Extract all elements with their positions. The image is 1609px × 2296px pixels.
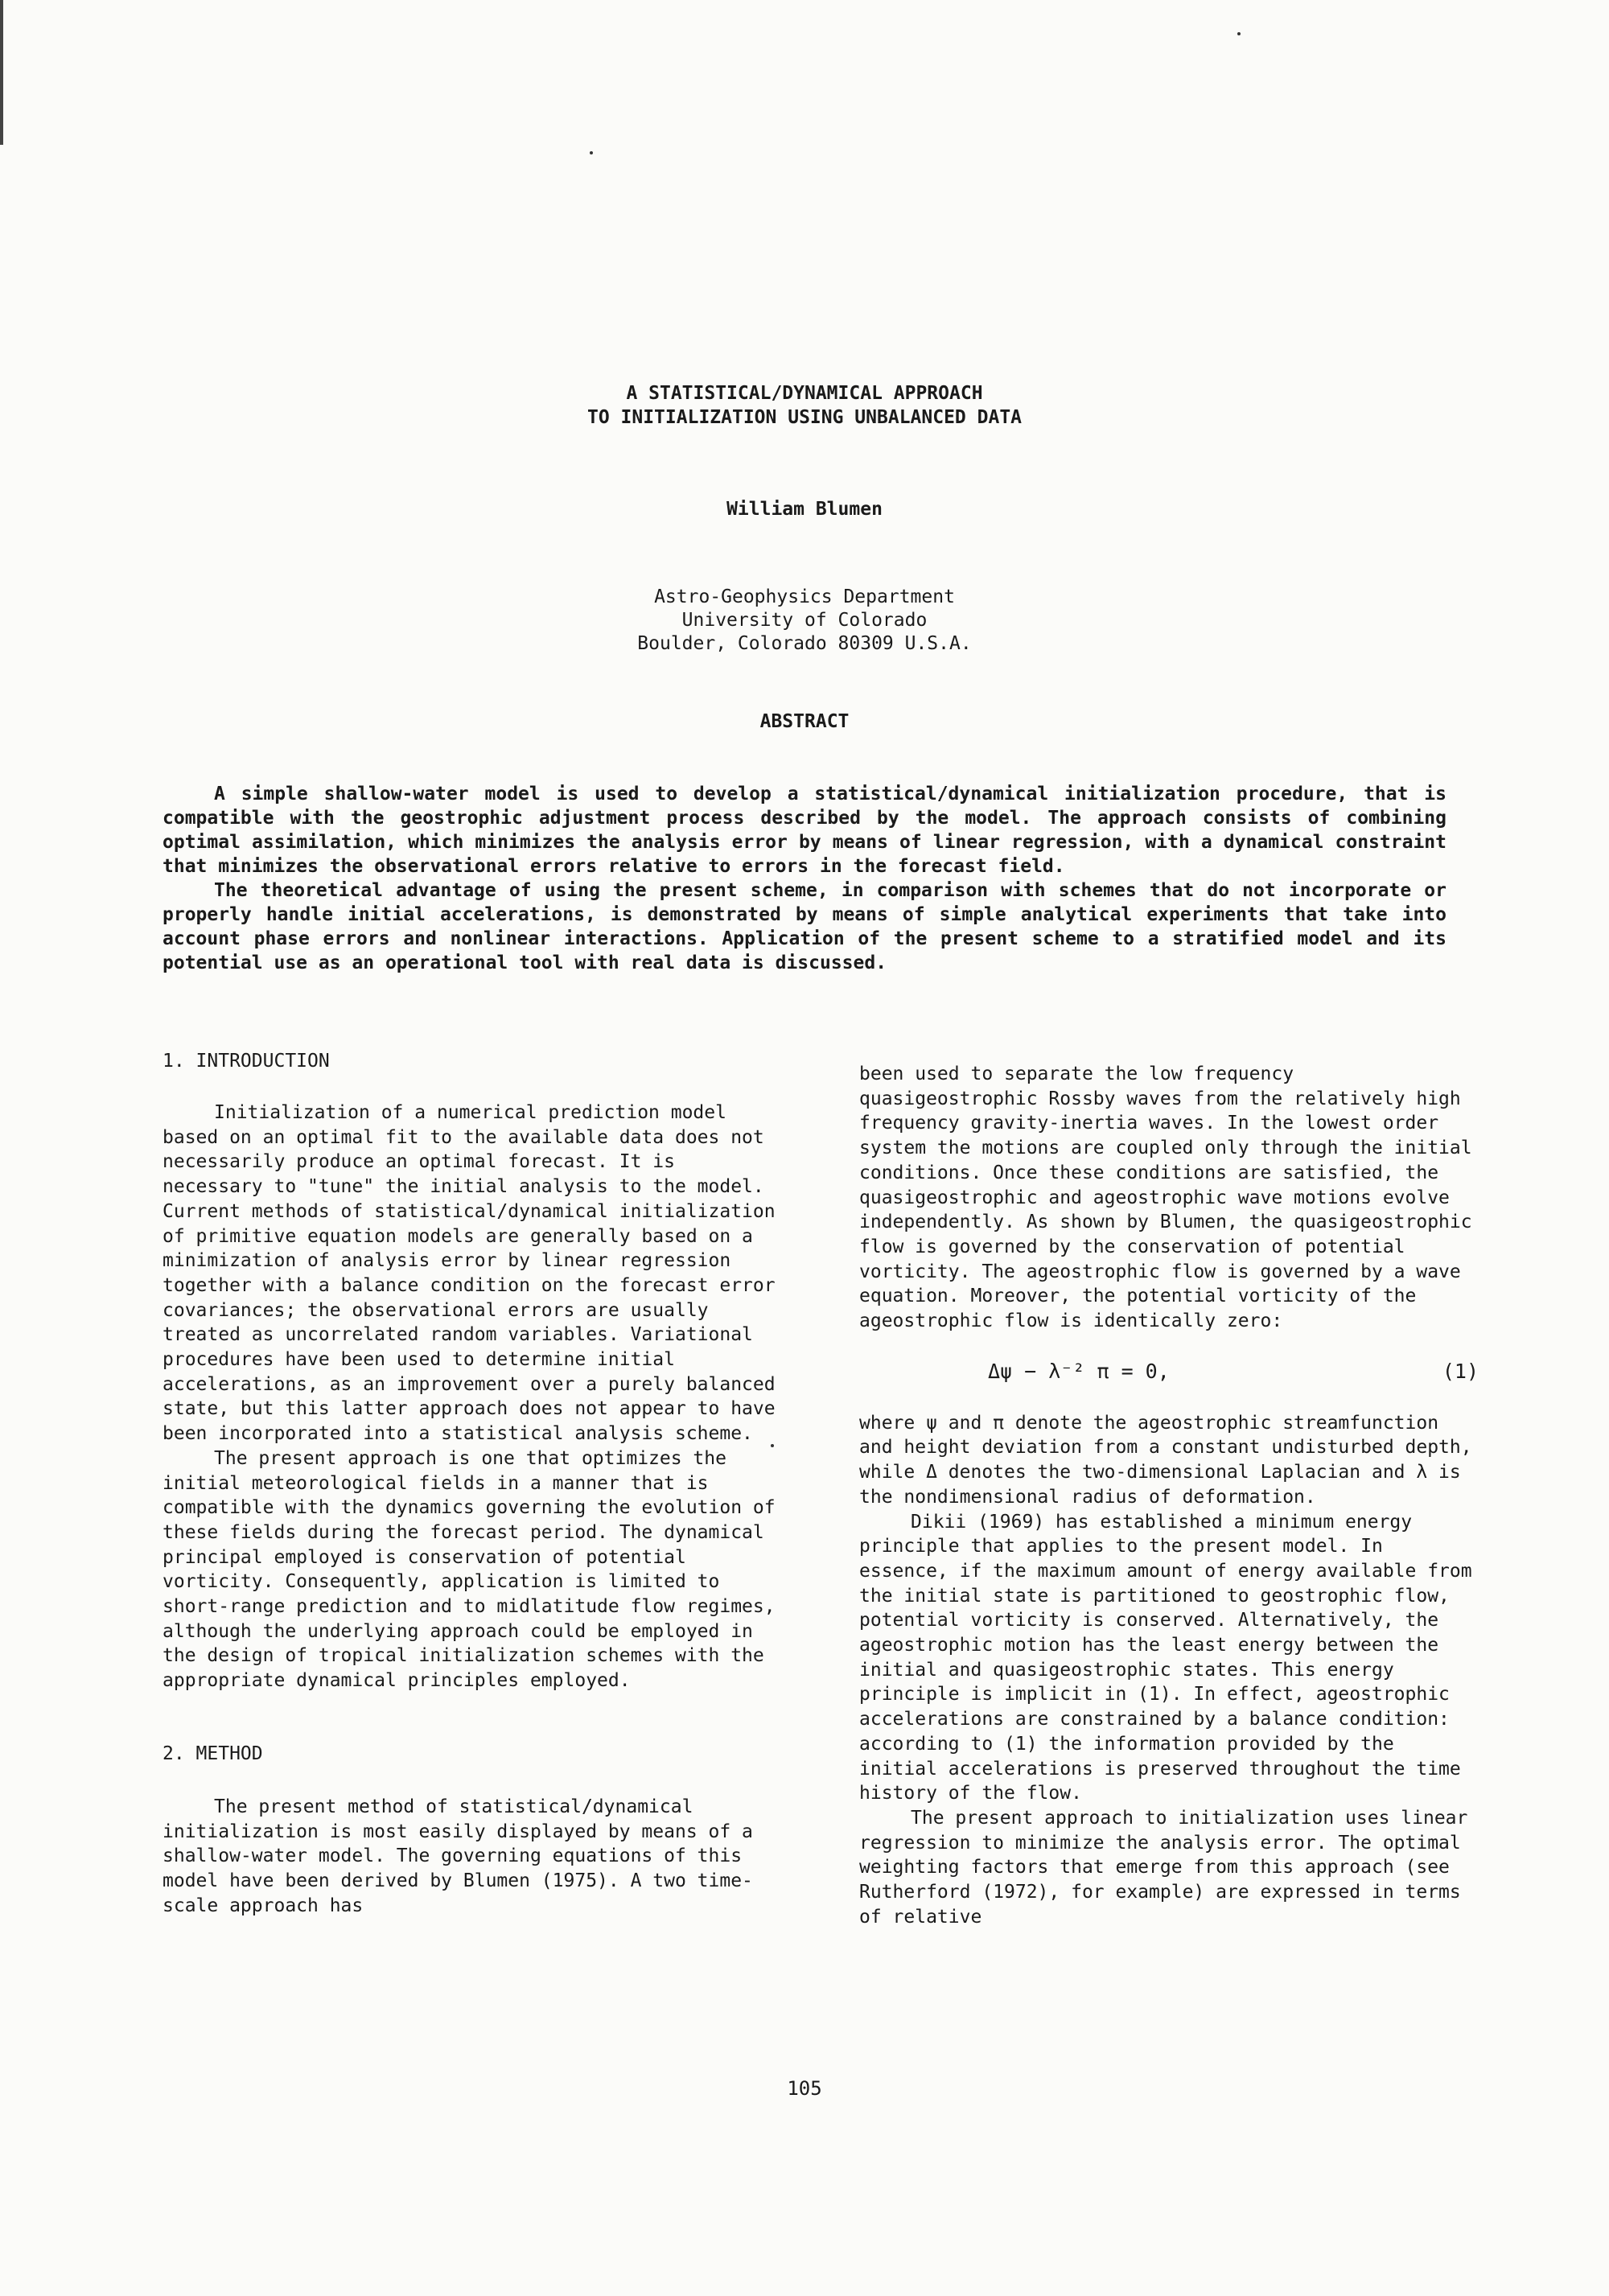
affiliation-line-3: Boulder, Colorado 80309 U.S.A. [637, 633, 972, 654]
abstract-paragraph: A simple shallow-water model is used to develop a statistical/dynamical initialization procedure, that is compatible with the geostrophic adjustment process described by the model. The approach consists of combining optimal assimilation, which minimizes the analysis error by means of linear regression, with a dynamical constraint that minimizes the observational errors relative to errors in the forecast field. [163, 784, 1446, 877]
scan-speck [1237, 32, 1241, 35]
left-column [163, 1049, 782, 1918]
scan-edge-mark [0, 0, 3, 145]
scan-speck [590, 151, 593, 154]
affiliation-line-1: Astro-Geophysics Department [654, 586, 955, 607]
body-paragraph: where ψ and π denote the ageostrophic streamfunction and height deviation from a constant undisturbed depth, while Δ denotes the two-dimensional Laplacian and λ is the nondimensional radius of deformation. [859, 1412, 1472, 1508]
paper-title [0, 381, 1609, 430]
affiliation [0, 586, 1609, 656]
section-heading-introduction: 1. INTRODUCTION [163, 1051, 330, 1072]
title-line-2: TO INITIALIZATION USING UNBALANCED DATA [586, 407, 1023, 428]
affiliation-line-2: University of Colorado [681, 610, 928, 631]
abstract-paragraph: The theoretical advantage of using the present scheme, in comparison with schemes that do not incorporate or properly handle initial accelerations, is demonstrated by means of simple analytical experiments that take into account phase errors and nonlinear interactions. Application of the present scheme to a stratified model and its potential use as an operational tool with real data is discussed. [163, 880, 1446, 973]
body-paragraph: The present approach to initialization uses linear regression to minimize the analysis error. The optimal weighting factors that emerge from this approach (see Rutherford (1972), for example) are expressed in terms of relative [859, 1807, 1468, 1928]
page-number: 105 [787, 2077, 822, 2100]
abstract-heading: ABSTRACT [759, 711, 850, 732]
body-paragraph: been used to separate the low frequency quasigeostrophic Rossby waves from the relatively high frequency gravity-inertia waves. In the lowest order system the motions are coupled only through the initial conditions. Once these conditions are satisfied, the quasigeostrophic and ageostrophic wave motions evolve independently. As shown by Blumen, the quasigeostrophic flow is governed by the conservation of potential vorticity. The ageostrophic flow is governed by a wave equation. Moreover, the potential vorticity of the ageostrophic flow is identically zero: [859, 1064, 1472, 1332]
equation: Δψ − λ⁻² π = 0, [988, 1359, 1170, 1383]
body-paragraph: The present approach is one that optimizes the initial meteorological fields in a manner that is compatible with the dynamics governing the evolution of these fields during the forecast period. The dynamical principal employed is conservation of potential vorticity. Consequently, application is limited to short-range prediction and to midlatitude flow regimes, although the underlying approach could be employed in the design of tropical initialization schemes with the appropriate dynamical principles employed. [163, 1447, 776, 1692]
body-paragraph: The present method of statistical/dynamical initialization is most easily displayed by means of a shallow-water model. The governing equations of this model have been derived by Blumen (1975). A two time-scale approach has [163, 1796, 753, 1916]
body-paragraph: Initialization of a numerical prediction model based on an optimal fit to the available data does not necessarily produce an optimal forecast. It is necessary to "tune" the initial analysis to the model. Current methods of statistical/dynamical initialization of primitive equation models are generally based on a minimization of analysis error by linear regression together with a balance condition on the forecast error covariances; the observational errors are usually treated as uncorrelated random variables. Variational procedures have been used to determine initial accelerations, as an improvement over a purely balanced state, but this latter approach does not appear to have been incorporated into a statistical analysis scheme. [163, 1102, 776, 1445]
equation-block [859, 1334, 1479, 1411]
body-paragraph: Dikii (1969) has established a minimum energy principle that applies to the present model. In essence, if the maximum amount of energy available from the initial state is partitioned to geostrophic flow, potential vorticity is conserved. Alternatively, the ageostrophic motion has the least energy between the initial and quasigeostrophic states. This energy principle is implicit in (1). In effect, ageostrophic accelerations are constrained by a balance condition: according to (1) the information provided by the initial accelerations is preserved throughout the time history of the flow. [859, 1511, 1472, 1804]
section-heading-method: 2. METHOD [163, 1743, 263, 1764]
author-name: William Blumen [726, 499, 883, 520]
abstract-body [163, 782, 1446, 975]
title-line-1: A STATISTICAL/DYNAMICAL APPROACH [626, 383, 983, 404]
equation-number: (1) [1442, 1359, 1479, 1383]
right-column [859, 1062, 1479, 1930]
